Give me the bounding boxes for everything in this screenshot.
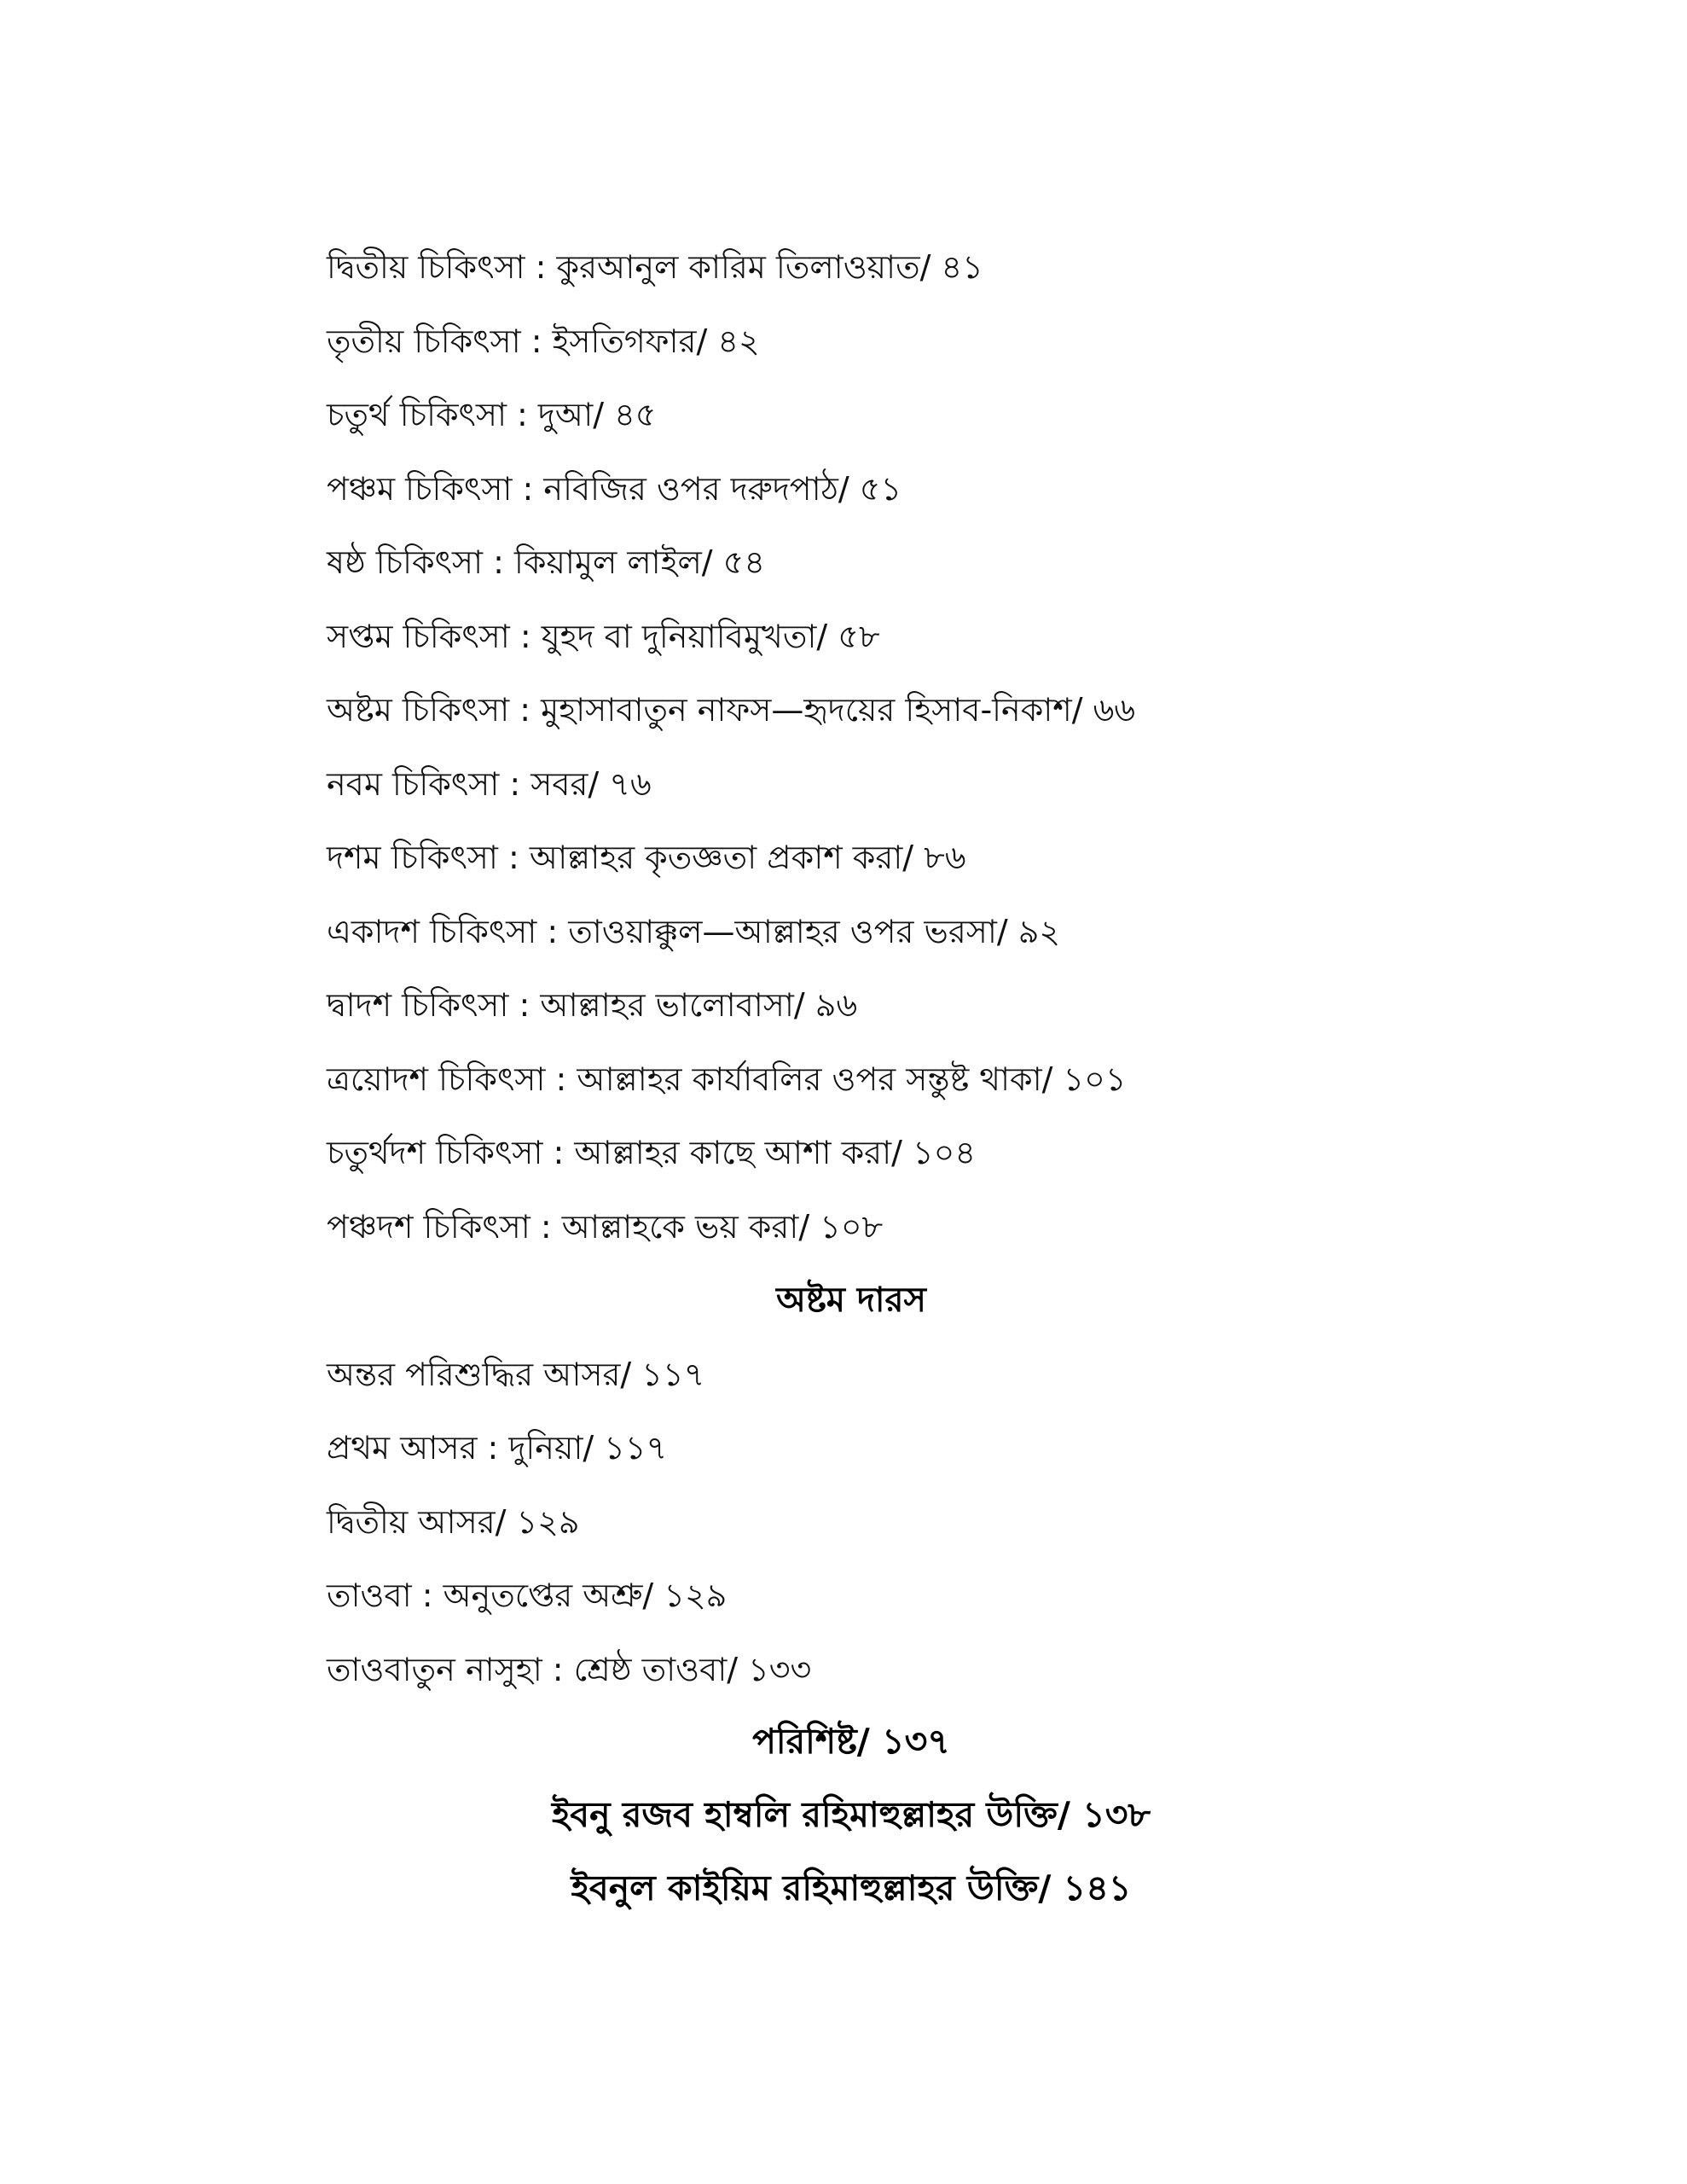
toc-entry: চতুর্থ চিকিৎসা : দুআ/ ৪৫ — [327, 396, 657, 433]
toc-entry: তাওবা : অনুতপ্তের অশ্রু/ ১২৯ — [327, 1577, 728, 1614]
toc-entry: দ্বিতীয় আসর/ ১২৯ — [327, 1502, 580, 1541]
toc-entry: ষষ্ঠ চিকিৎসা : কিয়ামুল লাইল/ ৫৪ — [327, 543, 765, 581]
toc-entry: সপ্তম চিকিৎসা : যুহদ বা দুনিয়াবিমুখতা/ ৫৮ — [327, 617, 880, 655]
toc-entry: পঞ্চদশ চিকিৎসা : আল্লাহকে ভয় করা/ ১০৮ — [327, 1207, 884, 1246]
appendix-title: পরিশিষ্ট/ ১৩৭ — [752, 1721, 950, 1762]
toc-entry: পঞ্চম চিকিৎসা : নবিজির ওপর দরুদপাঠ/ ৫১ — [327, 469, 902, 508]
toc-entry: দ্বাদশ চিকিৎসা : আল্লাহর ভালোবাসা/ ৯৬ — [327, 986, 858, 1024]
appendix-entry: ইবনুল কাইয়িম রহিমাহুল্লাহর উক্তি/ ১৪১ — [571, 1867, 1132, 1908]
toc-entry: তাওবাতুন নাসুহা : শ্রেষ্ঠ তাওবা/ ১৩৩ — [327, 1650, 812, 1688]
toc-entry: নবম চিকিৎসা : সবর/ ৭৬ — [327, 764, 652, 803]
toc-entry: দশম চিকিৎসা : আল্লাহর কৃতজ্ঞতা প্রকাশ করা/ ৮৬ — [327, 839, 966, 876]
section-heading: অষ্টম দারস — [776, 1281, 926, 1320]
table-of-contents — [327, 230, 1563, 1706]
toc-entry: দ্বিতীয় চিকিৎসা : কুরআনুল কারিম তিলাওয়াত/ ৪১ — [327, 248, 983, 286]
toc-entry: তৃতীয় চিকিৎসা : ইসতিগফার/ ৪২ — [327, 322, 760, 360]
appendix-section — [327, 1705, 1376, 1925]
toc-entry: অষ্টম চিকিৎসা : মুহাসাবাতুন নাফস—হৃদয়ের হিসাব-নিকাশ/ ৬৬ — [327, 691, 1136, 729]
toc-entry: প্রথম আসর : দুনিয়া/ ১১৭ — [327, 1429, 668, 1467]
toc-entry: ত্রয়োদশ চিকিৎসা : আল্লাহর কার্যাবলির ওপর সন্তুষ্ট থাকা/ ১০১ — [327, 1060, 1127, 1098]
toc-entry: একাদশ চিকিৎসা : তাওয়াক্কুল—আল্লাহর ওপর ভরসা/ ৯২ — [327, 912, 1061, 950]
toc-entry: চতুর্থদশ চিকিৎসা : আল্লাহর কাছে আশা করা/ ১০৪ — [327, 1134, 977, 1171]
appendix-entry: ইবনু রজব হাম্বলি রহিমাহুল্লাহর উক্তি/ ১৩৮ — [551, 1794, 1151, 1835]
toc-entry: অন্তর পরিশুদ্ধির আসর/ ১১৭ — [327, 1355, 705, 1393]
